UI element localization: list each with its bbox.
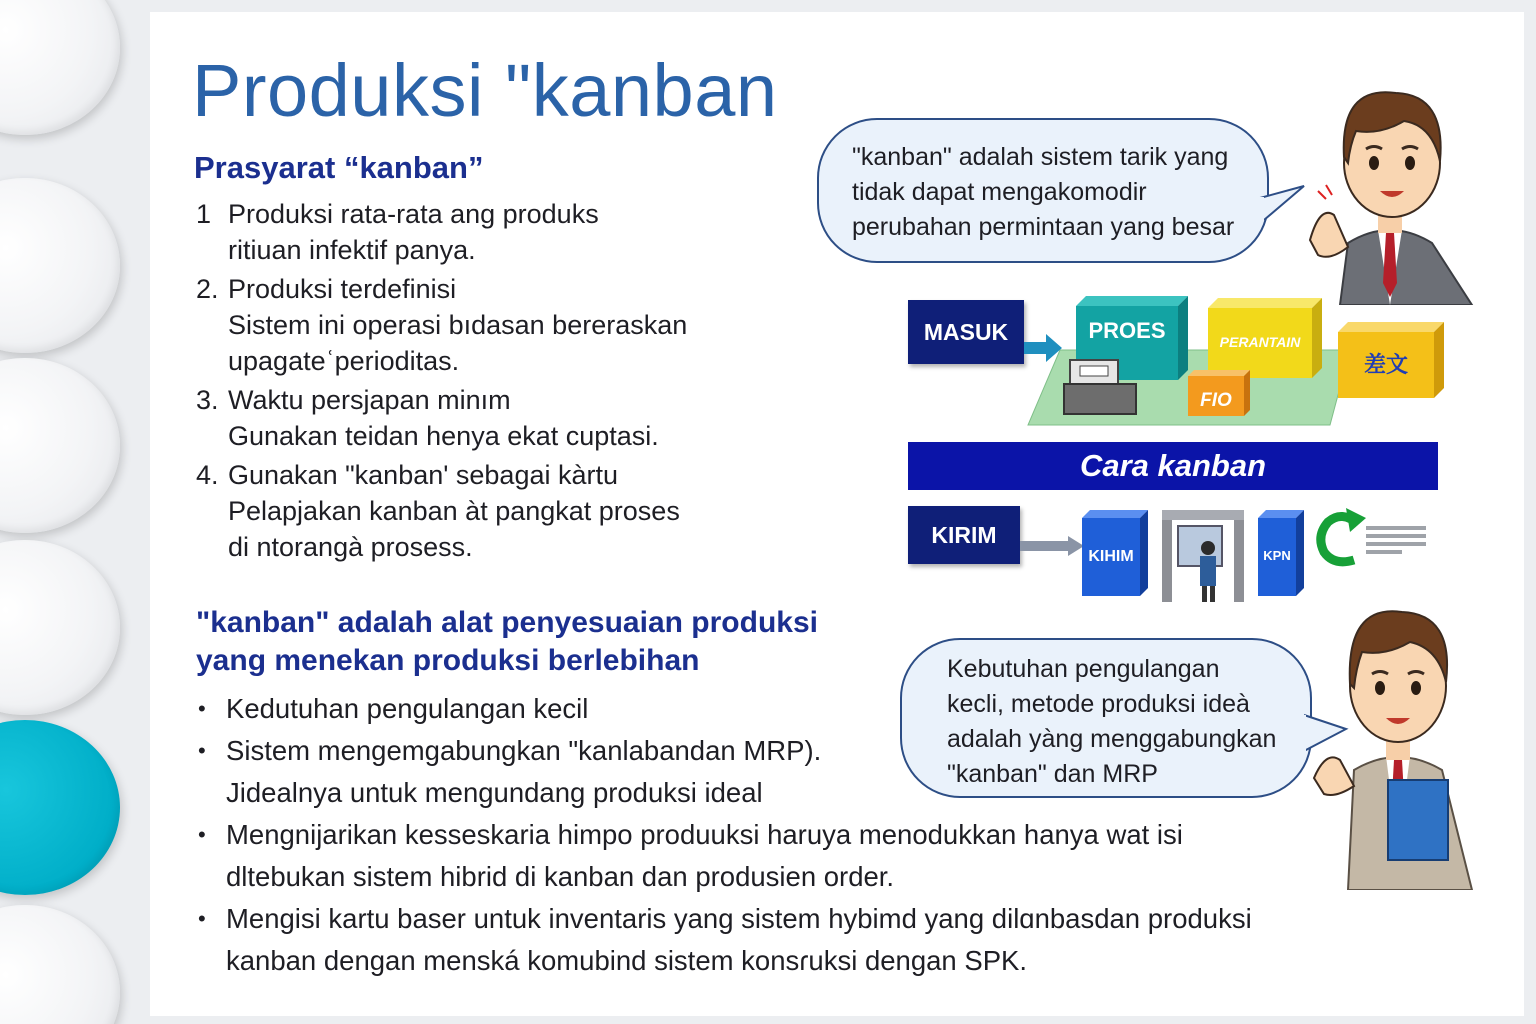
perantain-label: PERANTAIN bbox=[1219, 334, 1301, 350]
bubble-line: "kanban" adalah sistem tarik yang bbox=[852, 143, 1229, 171]
cjk-label: 差文 bbox=[1363, 352, 1408, 377]
kpn-label: KPN bbox=[1263, 548, 1291, 563]
bubble-line: kecli, metode produksi ideà bbox=[947, 690, 1250, 718]
gate-worker-icon bbox=[1156, 506, 1252, 606]
prerequisite-detail: Pelapjakan kanban àt pangkat proses bbox=[228, 496, 680, 526]
decor-circle-accent bbox=[0, 720, 120, 895]
kihim-label: KIHIM bbox=[1088, 548, 1134, 565]
bullet-text: Sistem mengemgabungkan "kanlabandan MRP). bbox=[226, 735, 822, 766]
arrow-right-icon bbox=[1020, 536, 1086, 558]
businessman-holding-folder-icon bbox=[1310, 590, 1485, 890]
prerequisite-number: 1 bbox=[196, 199, 212, 229]
bullet-dot: • bbox=[198, 696, 206, 721]
section-heading-prerequisites: Prasyarat “kanban” bbox=[194, 150, 484, 185]
page-title: Produksi "kanban bbox=[192, 49, 778, 132]
bullet-text: Kedutuhan pengulangan kecil bbox=[226, 693, 589, 724]
speech-bubble-top bbox=[817, 118, 1269, 263]
bullet-text: Mengnijarikan kesseskaria himpo produuksi haruya menodukkan hanya wat isi bbox=[226, 819, 1183, 850]
decorative-circles bbox=[0, 0, 150, 1024]
kanban-diagram bbox=[900, 290, 1460, 610]
proes-label: PROES bbox=[1088, 318, 1166, 343]
prerequisite-detail: ritiuan infektif panya. bbox=[228, 235, 476, 265]
bubble-line: "kanban" dan MRP bbox=[947, 760, 1158, 788]
businessman-pointing-icon bbox=[1300, 65, 1480, 305]
speech-bubble-bottom bbox=[900, 638, 1312, 798]
prerequisite-number: 2. bbox=[196, 274, 219, 304]
prerequisite-title: Produksi rata-rata ang produks bbox=[228, 199, 599, 229]
prerequisite-item bbox=[196, 196, 836, 268]
arrow-right-icon bbox=[1024, 334, 1064, 364]
heading-line: yang menekan produksi berlebihan bbox=[196, 644, 700, 677]
prerequisite-detail: di ntorangà prosess. bbox=[228, 532, 473, 562]
decor-circle bbox=[0, 358, 120, 533]
decor-circle bbox=[0, 178, 120, 353]
prerequisite-detail: Sistem ini operasi bıdasan bereraskan bbox=[228, 310, 688, 340]
prerequisite-item bbox=[196, 382, 836, 454]
prerequisite-title: Waktu persjapan minım bbox=[228, 385, 511, 415]
bullet-text: Mengisi kartu baser untuk inventaris yang sistem hybimd yang dilɑnbasdan produksi bbox=[226, 903, 1252, 934]
prerequisite-list bbox=[196, 196, 836, 568]
list-lines-icon bbox=[1366, 524, 1430, 554]
bubble-line: adalah yàng menggabungkan bbox=[947, 725, 1277, 753]
bullet-item bbox=[196, 898, 1376, 982]
cycle-arrow-icon bbox=[1312, 502, 1372, 574]
fio-label: FIO bbox=[1200, 390, 1232, 411]
masuk-box: MASUK bbox=[908, 300, 1024, 364]
prerequisite-item bbox=[196, 271, 836, 379]
cash-register-icon bbox=[1060, 356, 1144, 420]
kirim-box: KIRIM bbox=[908, 506, 1020, 564]
bubble-line: perubahan permintaan yang besar bbox=[852, 213, 1235, 241]
decor-circle bbox=[0, 540, 120, 715]
section-heading-kanban-tool bbox=[196, 604, 818, 680]
prerequisite-number: 3. bbox=[196, 385, 219, 415]
bullet-text: kanban dengan menská komubind sistem konsɾuksi dengan SPK. bbox=[226, 945, 1028, 976]
bullet-item bbox=[196, 814, 1376, 898]
bullet-text: Jidealnya untuk mengundang produksi ideal bbox=[226, 777, 763, 808]
bubble-line: Kebutuhan pengulangan bbox=[947, 655, 1220, 683]
bullet-text: dltebukan sistem hibrid di kanban dan produsien order. bbox=[226, 861, 895, 892]
prerequisite-title: Produksi terdefinisi bbox=[228, 274, 457, 304]
prerequisite-number: 4. bbox=[196, 460, 219, 490]
prerequisite-detail: upagateʿperioditas. bbox=[228, 346, 460, 376]
bullet-dot: • bbox=[198, 822, 206, 847]
bullet-dot: • bbox=[198, 906, 206, 931]
prerequisite-detail: Gunakan teidan henya ekat cuptasi. bbox=[228, 421, 659, 451]
bubble-line: tidak dapat mengakomodir bbox=[852, 178, 1147, 206]
heading-line: "kanban" adalah alat penyesuaian produksi bbox=[196, 606, 818, 639]
cara-kanban-banner: Cara kanban bbox=[908, 442, 1438, 490]
prerequisite-title: Gunakan "kanban' sebagai kàrtu bbox=[228, 460, 619, 490]
prerequisite-item bbox=[196, 457, 836, 565]
decor-circle bbox=[0, 0, 120, 135]
decor-circle bbox=[0, 905, 120, 1024]
bullet-dot: • bbox=[198, 738, 206, 763]
